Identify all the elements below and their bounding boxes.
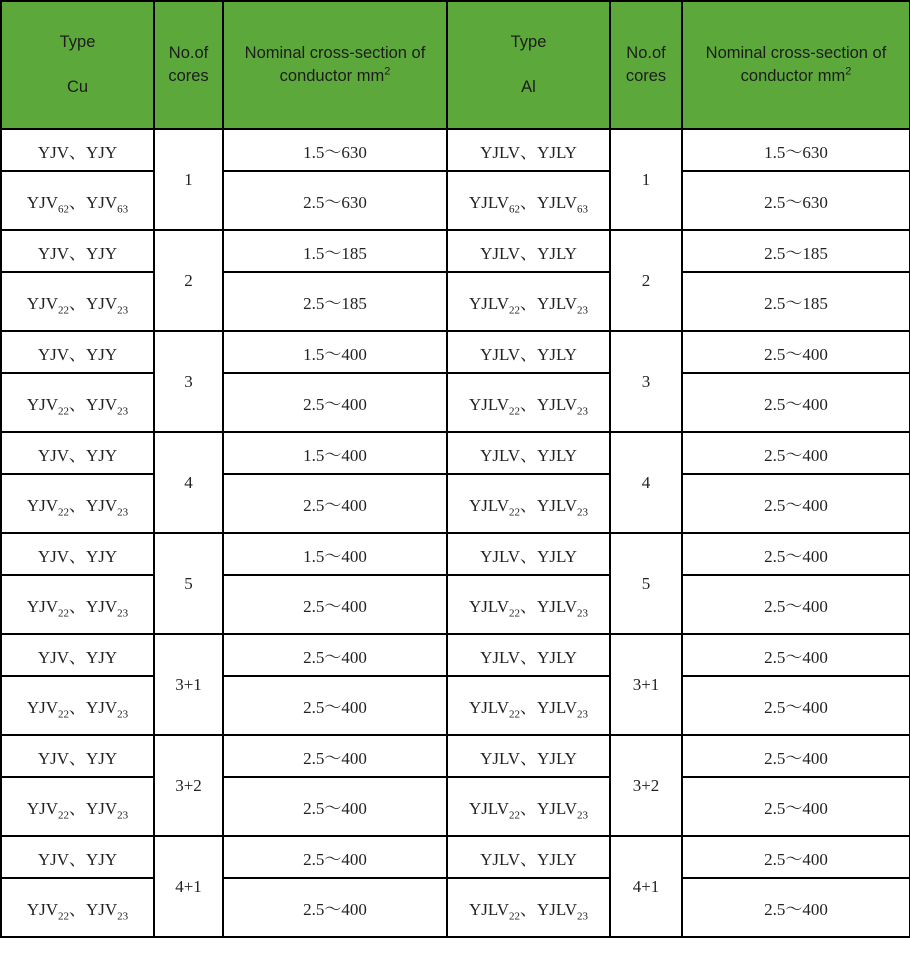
header-cores-line2: cores xyxy=(625,67,667,85)
cores-cell: 1 xyxy=(154,129,223,230)
cable-type-cell xyxy=(1,836,154,878)
cable-type-base1: YJLV xyxy=(480,142,521,162)
cable-type-cell xyxy=(447,272,610,331)
cable-type-sub2: 23 xyxy=(577,405,588,418)
cable-type-cell xyxy=(447,575,610,634)
cable-type-cell xyxy=(1,272,154,331)
section-cell: 2.5～400 xyxy=(223,777,447,836)
cable-type-base1: YJV xyxy=(26,395,58,414)
cores-cell: 4 xyxy=(154,432,223,533)
cable-type-base2: YJV xyxy=(86,900,118,919)
cable-type-base2: YJV xyxy=(86,698,118,717)
cores-cell: 3+1 xyxy=(154,634,223,735)
header-cores-line1: No.of xyxy=(168,43,209,62)
cores-cell: 3 xyxy=(610,331,682,432)
cable-type-cell xyxy=(1,171,154,230)
header-section-line2: conductor mm xyxy=(740,67,846,85)
cable-type-base2: YJLY xyxy=(537,445,577,465)
cable-type-base2: YJLV xyxy=(537,799,577,818)
cable-type-separator: 、 xyxy=(69,193,86,212)
section-cell: 2.5～400 xyxy=(682,331,910,373)
cable-type-cell xyxy=(447,432,610,474)
section-cell: 2.5～400 xyxy=(682,836,910,878)
header-cores-al xyxy=(610,1,682,129)
header-cu-label: Cu xyxy=(66,78,89,96)
cable-type-base2: YJLY xyxy=(537,546,577,566)
cable-type-separator: 、 xyxy=(69,496,86,515)
cable-type-base2: YJY xyxy=(86,445,118,465)
table-row xyxy=(1,735,910,777)
table-row xyxy=(1,634,910,676)
cable-type-base1: YJV xyxy=(37,546,69,566)
header-type-label: Type xyxy=(510,32,547,51)
cable-type-sub2: 23 xyxy=(117,809,129,822)
cable-type-sub2: 23 xyxy=(117,304,129,317)
cable-type-separator: 、 xyxy=(520,748,538,768)
cable-type-cell xyxy=(447,474,610,533)
cable-type-base1: YJLV xyxy=(480,546,521,566)
cable-type-separator: 、 xyxy=(520,344,538,364)
cable-type-separator: 、 xyxy=(69,243,86,263)
section-cell: 2.5～400 xyxy=(682,432,910,474)
cable-type-separator: 、 xyxy=(69,647,86,667)
section-cell: 1.5～185 xyxy=(223,230,447,272)
section-cell: 2.5～400 xyxy=(223,676,447,735)
cable-type-sub1: 22 xyxy=(58,607,69,620)
cable-type-base1: YJLV xyxy=(469,193,509,212)
cores-cell: 5 xyxy=(610,533,682,634)
cable-type-sub1: 22 xyxy=(58,304,69,317)
cable-type-base1: YJV xyxy=(26,294,58,313)
cable-type-separator: 、 xyxy=(520,900,537,919)
cable-type-cell xyxy=(1,634,154,676)
section-cell: 2.5～400 xyxy=(223,735,447,777)
cable-type-base1: YJV xyxy=(26,698,58,717)
cable-type-cell xyxy=(1,676,154,735)
cable-type-base1: YJLV xyxy=(469,496,509,515)
cable-type-base1: YJV xyxy=(37,849,69,869)
section-cell: 1.5～400 xyxy=(223,432,447,474)
cable-type-base1: YJV xyxy=(37,748,69,768)
header-cores-line1: No.of xyxy=(626,43,666,62)
header-type-label: Type xyxy=(59,32,96,51)
cable-type-base2: YJLV xyxy=(537,294,577,313)
cable-type-base2: YJLV xyxy=(537,496,577,515)
cable-type-separator: 、 xyxy=(69,849,86,869)
cable-type-base1: YJLV xyxy=(469,698,509,717)
cable-type-base1: YJLV xyxy=(480,647,521,667)
cable-type-base2: YJY xyxy=(86,344,118,364)
section-cell: 2.5～400 xyxy=(682,735,910,777)
cable-type-base2: YJLY xyxy=(537,344,577,364)
cable-type-cell xyxy=(447,171,610,230)
cable-type-base1: YJLV xyxy=(480,243,521,263)
cable-type-sub2: 23 xyxy=(117,405,129,418)
cable-type-sub1: 22 xyxy=(509,910,520,923)
cores-cell: 1 xyxy=(610,129,682,230)
header-row xyxy=(1,1,910,129)
section-cell: 2.5～400 xyxy=(223,575,447,634)
table-row xyxy=(1,878,910,937)
cable-type-base2: YJLV xyxy=(537,698,577,717)
table-row xyxy=(1,474,910,533)
cable-type-sub2: 63 xyxy=(117,203,129,216)
cable-type-sub1: 62 xyxy=(509,203,520,216)
cable-type-base1: YJLV xyxy=(469,294,509,313)
cable-type-separator: 、 xyxy=(520,142,538,162)
cable-type-sub2: 23 xyxy=(577,304,588,317)
cable-type-separator: 、 xyxy=(69,748,86,768)
table-row xyxy=(1,129,910,171)
header-section-line2: conductor mm xyxy=(279,67,385,85)
cable-type-sub2: 23 xyxy=(577,607,588,620)
cable-type-base2: YJLV xyxy=(537,597,577,616)
cable-type-cell xyxy=(1,230,154,272)
cable-type-separator: 、 xyxy=(520,193,537,212)
cable-type-cell xyxy=(447,230,610,272)
cable-type-cell xyxy=(1,575,154,634)
cable-type-sub2: 23 xyxy=(117,607,129,620)
cable-type-cell xyxy=(447,373,610,432)
section-cell: 2.5～185 xyxy=(682,230,910,272)
cable-type-separator: 、 xyxy=(69,445,86,465)
cable-type-cell xyxy=(447,533,610,575)
cable-type-separator: 、 xyxy=(520,698,537,717)
cable-type-separator: 、 xyxy=(69,344,86,364)
cable-type-separator: 、 xyxy=(69,799,86,818)
cable-type-sub1: 22 xyxy=(509,506,520,519)
cable-type-cell xyxy=(447,878,610,937)
table-row xyxy=(1,230,910,272)
cable-type-base1: YJV xyxy=(26,193,58,212)
cable-type-base1: YJLV xyxy=(469,395,509,414)
section-cell: 2.5～400 xyxy=(682,533,910,575)
section-cell: 2.5～400 xyxy=(223,634,447,676)
section-cell: 1.5～400 xyxy=(223,533,447,575)
cable-type-sub1: 22 xyxy=(509,708,520,721)
cable-type-sub2: 23 xyxy=(117,506,129,519)
header-section-cu xyxy=(223,1,447,129)
cable-type-sub2: 23 xyxy=(117,708,129,721)
cable-type-base2: YJV xyxy=(86,799,118,818)
section-cell: 2.5～400 xyxy=(223,836,447,878)
cable-type-sub1: 22 xyxy=(58,708,69,721)
cores-cell: 4+1 xyxy=(610,836,682,937)
cable-type-base1: YJLV xyxy=(469,597,509,616)
cable-type-sub1: 22 xyxy=(58,405,69,418)
cable-type-base1: YJV xyxy=(37,647,69,667)
cores-cell: 3+2 xyxy=(610,735,682,836)
cable-type-base2: YJV xyxy=(86,597,118,616)
cable-type-sub1: 22 xyxy=(509,607,520,620)
cable-type-cell xyxy=(1,533,154,575)
section-cell: 2.5～400 xyxy=(682,634,910,676)
cable-type-base2: YJLY xyxy=(537,142,577,162)
cable-type-base2: YJLY xyxy=(537,647,577,667)
section-cell: 2.5～400 xyxy=(682,575,910,634)
cable-type-cell xyxy=(1,735,154,777)
section-cell: 2.5～400 xyxy=(223,373,447,432)
cable-type-sub2: 23 xyxy=(117,910,129,923)
cores-cell: 2 xyxy=(154,230,223,331)
header-type-cu xyxy=(1,1,154,129)
table-row xyxy=(1,575,910,634)
cable-type-separator: 、 xyxy=(520,647,538,667)
header-section-sup: 2 xyxy=(845,65,852,78)
cable-type-base1: YJLV xyxy=(480,344,521,364)
header-cores-cu xyxy=(154,1,223,129)
cable-type-separator: 、 xyxy=(520,597,537,616)
cable-type-cell xyxy=(1,777,154,836)
cable-type-sub1: 22 xyxy=(58,910,69,923)
cores-cell: 2 xyxy=(610,230,682,331)
cable-type-separator: 、 xyxy=(69,900,86,919)
cable-type-base2: YJLV xyxy=(537,395,577,414)
cable-type-cell xyxy=(447,129,610,171)
table-row xyxy=(1,331,910,373)
cable-type-separator: 、 xyxy=(520,294,537,313)
cable-type-sub1: 22 xyxy=(509,304,520,317)
section-cell: 2.5～400 xyxy=(223,474,447,533)
cable-type-cell xyxy=(447,836,610,878)
cable-type-sub2: 63 xyxy=(577,203,588,216)
cable-type-base2: YJY xyxy=(86,546,118,566)
header-cores-line2: cores xyxy=(168,67,209,85)
cable-type-base1: YJLV xyxy=(469,900,509,919)
cable-type-separator: 、 xyxy=(69,395,86,414)
section-cell: 2.5～630 xyxy=(682,171,910,230)
cable-type-separator: 、 xyxy=(69,294,86,313)
cable-type-separator: 、 xyxy=(520,445,538,465)
cable-type-cell xyxy=(1,373,154,432)
cable-type-cell xyxy=(1,878,154,937)
section-cell: 1.5～630 xyxy=(682,129,910,171)
cable-type-cell xyxy=(1,432,154,474)
cores-cell: 3+2 xyxy=(154,735,223,836)
cable-type-separator: 、 xyxy=(520,546,538,566)
section-cell: 2.5～400 xyxy=(223,878,447,937)
header-section-line1: Nominal cross-section of xyxy=(244,43,426,62)
cable-type-separator: 、 xyxy=(69,546,86,566)
cable-type-base2: YJLY xyxy=(537,748,577,768)
cable-type-base1: YJLV xyxy=(480,849,521,869)
cores-cell: 5 xyxy=(154,533,223,634)
table-row xyxy=(1,676,910,735)
cable-type-sub1: 22 xyxy=(58,506,69,519)
cores-cell: 4+1 xyxy=(154,836,223,937)
cable-type-base1: YJV xyxy=(26,900,58,919)
table-row xyxy=(1,432,910,474)
cable-type-cell xyxy=(447,735,610,777)
table-row xyxy=(1,836,910,878)
table-row xyxy=(1,171,910,230)
cable-type-base1: YJLV xyxy=(480,748,521,768)
cable-type-separator: 、 xyxy=(520,849,538,869)
cable-type-base2: YJV xyxy=(86,193,118,212)
cable-type-base1: YJV xyxy=(37,142,69,162)
table-row xyxy=(1,373,910,432)
cable-type-sub2: 23 xyxy=(577,809,588,822)
cable-type-base2: YJLV xyxy=(537,900,577,919)
header-al-label: Al xyxy=(521,78,536,96)
cable-type-base2: YJLY xyxy=(537,849,577,869)
cable-type-base2: YJY xyxy=(86,243,118,263)
cable-type-separator: 、 xyxy=(520,496,537,515)
section-cell: 1.5～400 xyxy=(223,331,447,373)
cable-type-base2: YJV xyxy=(86,294,118,313)
cable-type-separator: 、 xyxy=(69,142,86,162)
section-cell: 2.5～400 xyxy=(682,878,910,937)
section-cell: 2.5～185 xyxy=(682,272,910,331)
section-cell: 2.5～400 xyxy=(682,373,910,432)
cable-type-cell xyxy=(447,777,610,836)
cable-type-sub1: 62 xyxy=(58,203,69,216)
cable-type-base2: YJY xyxy=(86,647,118,667)
section-cell: 2.5～400 xyxy=(682,474,910,533)
cable-type-base2: YJLV xyxy=(537,193,577,212)
table-row xyxy=(1,533,910,575)
cable-type-base2: YJV xyxy=(86,496,118,515)
cable-type-base1: YJV xyxy=(37,344,69,364)
table-body xyxy=(1,129,910,937)
cable-type-sub2: 23 xyxy=(577,506,588,519)
header-type-al xyxy=(447,1,610,129)
cable-type-cell xyxy=(1,331,154,373)
table-row xyxy=(1,777,910,836)
header-section-line1: Nominal cross-section of xyxy=(705,43,887,62)
cable-type-cell xyxy=(1,474,154,533)
header-section-sup: 2 xyxy=(384,65,391,78)
header-section-al xyxy=(682,1,910,129)
cable-type-base1: YJV xyxy=(26,597,58,616)
section-cell: 1.5～630 xyxy=(223,129,447,171)
cable-type-cell xyxy=(447,676,610,735)
section-cell: 2.5～400 xyxy=(682,777,910,836)
cable-type-base1: YJV xyxy=(37,243,69,263)
cable-type-base2: YJY xyxy=(86,748,118,768)
cable-type-cell xyxy=(1,129,154,171)
section-cell: 2.5～185 xyxy=(223,272,447,331)
cable-type-cell xyxy=(447,634,610,676)
cores-cell: 4 xyxy=(610,432,682,533)
cable-type-base2: YJV xyxy=(86,395,118,414)
cable-type-sub1: 22 xyxy=(509,405,520,418)
table-row xyxy=(1,272,910,331)
cable-type-sub1: 22 xyxy=(509,809,520,822)
cable-type-separator: 、 xyxy=(520,243,538,263)
cable-type-sub1: 22 xyxy=(58,809,69,822)
cable-type-separator: 、 xyxy=(520,395,537,414)
cable-type-base1: YJLV xyxy=(480,445,521,465)
cable-type-cell xyxy=(447,331,610,373)
cable-type-sub2: 23 xyxy=(577,708,588,721)
section-cell: 2.5～400 xyxy=(682,676,910,735)
section-cell: 2.5～630 xyxy=(223,171,447,230)
cable-type-base1: YJV xyxy=(26,496,58,515)
cable-type-base2: YJY xyxy=(86,849,118,869)
cable-type-base1: YJLV xyxy=(469,799,509,818)
cable-type-separator: 、 xyxy=(69,597,86,616)
cores-cell: 3+1 xyxy=(610,634,682,735)
cable-type-separator: 、 xyxy=(520,799,537,818)
cores-cell: 3 xyxy=(154,331,223,432)
cable-type-base1: YJV xyxy=(37,445,69,465)
cable-type-base2: YJY xyxy=(86,142,118,162)
cable-type-base1: YJV xyxy=(26,799,58,818)
cable-type-sub2: 23 xyxy=(577,910,588,923)
cable-type-separator: 、 xyxy=(69,698,86,717)
cable-type-base2: YJLY xyxy=(537,243,577,263)
